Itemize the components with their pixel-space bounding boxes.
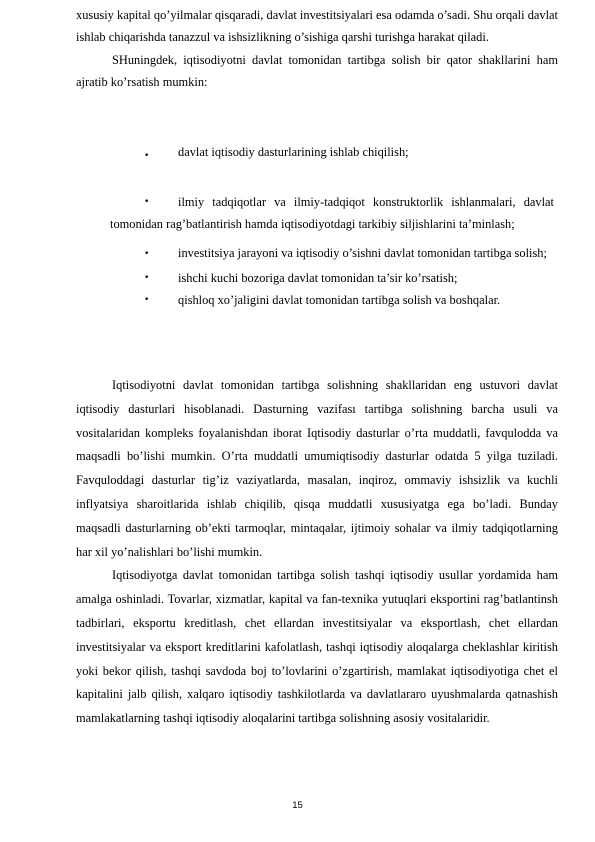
list-item (110, 145, 554, 160)
paragraph-foreign-economic: Iqtisodiyotga davlat tomonidan tartibga solish tashqi iqtisodiy usullar yordamida ham amalga oshinladi. Tovarlar, xizmatlar, kapital va fan-texnika yutuqlari eksportini rag’batlantinsh tadbirlari, eksportu kreditlash, chet ellardan investitsiyalar va eksportlash, chet ellardan investitsiyalar va eksport kreditlarini kafolatlash, tashqi iqtisodiy aloqalarga cheklashlar kiritish yoki bekor qilish, tashqi savdoda boj to’lovlarini o’zgartirish, mamlakat iqtisodiyotiga chet el kapitalini jalb qilish, xalqaro iqtisodiy tashkilotlarda va davlatlararo uyushmalarda qatnashish mamlakatlarning tashqi iqtisodiy aloqalarini tartibga solishning asosiy vositalaridir. (76, 568, 558, 726)
body-text-2 (76, 374, 558, 731)
list-item (110, 243, 554, 263)
list-item (110, 267, 554, 289)
list-item-text: investitsiya jarayoni va iqtisodiy o’sishni davlat tomonidan tartibga solish; (178, 245, 547, 260)
list-item (110, 289, 554, 311)
list-item-text: ishchi kuchi bozoriga davlat tomonidan ta’sir ko’rsatish; (178, 270, 458, 285)
body-text (76, 4, 558, 94)
bullet-icon: • (144, 272, 150, 283)
bullet-icon: • (144, 197, 150, 207)
list-item-text: ilmiy tadqiqotlar va ilmiy-tadqiqot konstruktorlik ishlanmalari, davlat tomonidan rag’batlantirish hamda iqtisodiyotdagi tarkibiy siljishlarini ta’minlash; (110, 195, 554, 232)
list-item-text: davlat iqtisodiy dasturlarining ishlab chiqilish; (178, 145, 409, 159)
bullet-icon: • (144, 295, 150, 306)
bullet-list (110, 145, 554, 160)
list-item-text: qishloq xo’jaligini davlat tomonidan tartibga solish va boshqalar. (178, 293, 501, 308)
page-number: 15 (292, 800, 303, 811)
paragraph-continuation: xususiy kapital qo’yilmalar qisqaradi, davlat investitsiyalari esa odamda o’sadi. Shu orqali davlat ishlab chiqarishda tanazzul va ishsizlikning o’sishiga qarshi turishga harakat qiladi. (76, 8, 558, 45)
bullet-icon: • (144, 151, 150, 161)
list-item (110, 191, 554, 236)
paragraph-programs: Iqtisodiyotni davlat tomonidan tartibga solishning shakllaridan eng ustuvori davlat iqtisodiy dasturlari hisoblanadi. Dasturning vazifası tartibga solishning barcha usuli va vositalaridan kompleks foyalanishdan iborat Iqtisodiy dasturlar o’rta muddatli, favqulodda va maqsadli bo’lishi mumkin. O’rta muddatli umumiqtisodiy dasturlar odatda 5 yilga tuziladi. Favquloddagi dasturlar tig’iz vaziyatlarda, masalan, inqiroz, ommaviy ishsizlik va kuchli inflyatsiya sharoitlarida ishlab chiqilib, qisqa muddatli xususiyatga ega bo’ladi. Bunday maqsadli dasturlarning ob’ekti tarmoqlar, mintaqalar, ijtimoiy sohalar va ilmiy tadqiqotlarning har xil yo’nalishlari bo’lishi mumkin. (76, 378, 558, 559)
bullet-list-cont (110, 191, 554, 312)
paragraph-forms-intro: SHuningdek, iqtisodiyotni davlat tomonidan tartibga solish bir qator shakllarini ham ajratib ko’rsatish mumkin: (76, 52, 558, 90)
bullet-icon: • (144, 248, 150, 259)
